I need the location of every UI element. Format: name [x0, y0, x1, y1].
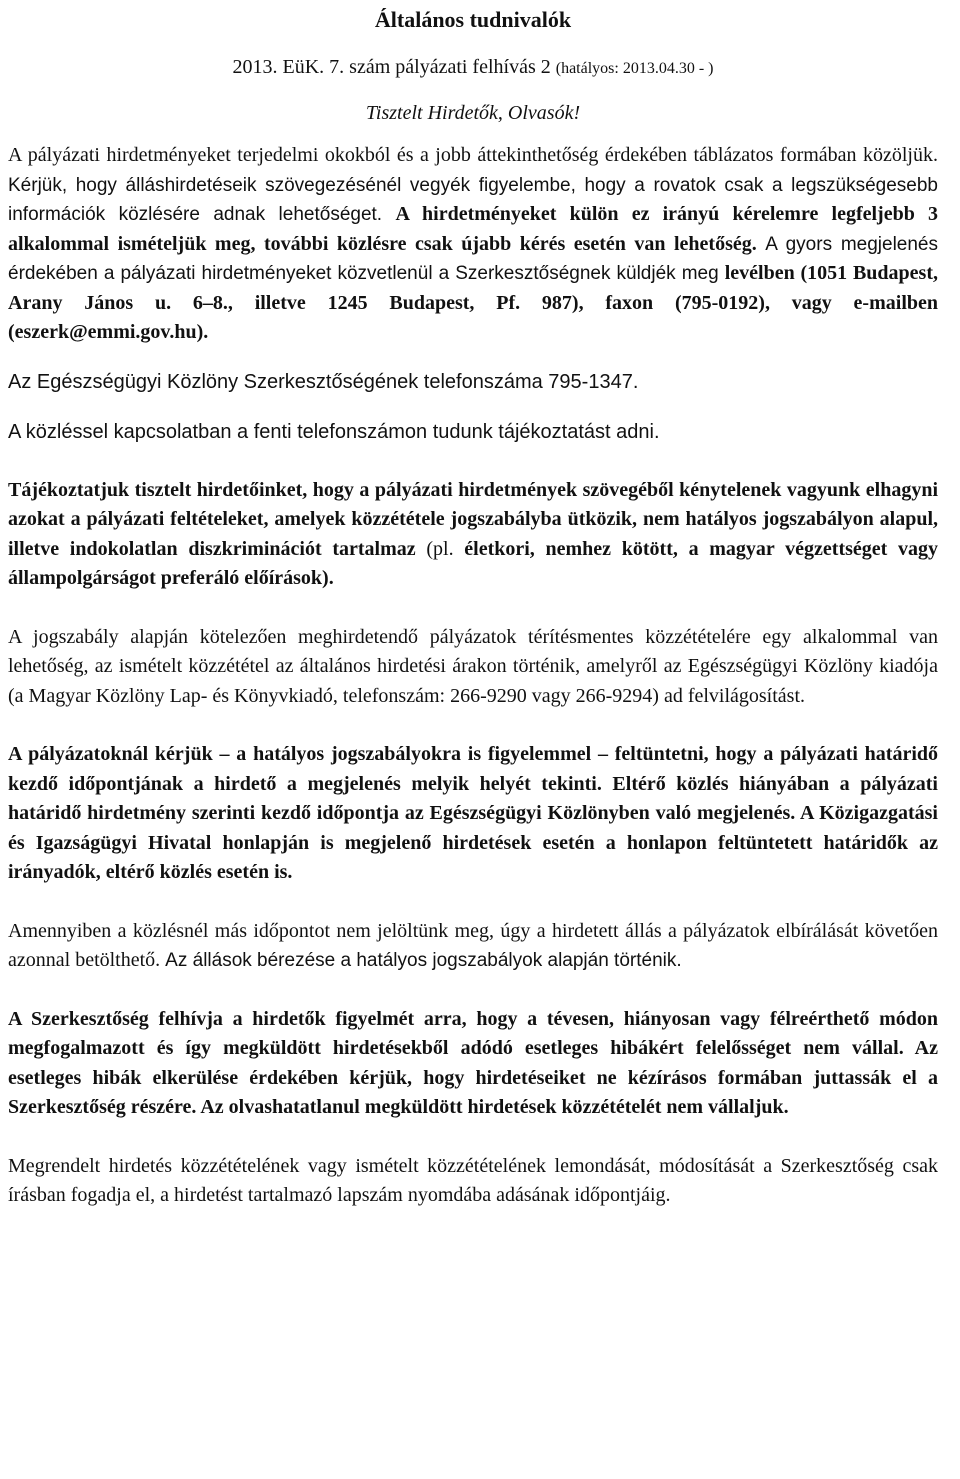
p1-sentence-1: A pályázati hirdetményeket terjedelmi okokból és a jobb áttekinthetőség érdekében táblázatos formában közöljük. [8, 144, 938, 166]
paragraph-free-publication: A jogszabály alapján kötelezően meghirdetendő pályázatok térítésmentes közzétételére egy alkalommal van lehetőség, az ismételt közzététel az általános hirdetési árakon történik, amelyről az Egészségügyi Közlöny kiadója (a Magyar Közlöny Lap- és Könyvkiadó, telefonszám: 266-9290 vagy 266-9294) ad felvilágosítást. [8, 625, 938, 707]
document-page [0, 6, 960, 1479]
issue-subtitle [8, 54, 938, 82]
p4-sentence-2: (pl. [426, 537, 465, 560]
paragraph-deadline: A pályázatoknál kérjük – a hatályos jogszabályokra is figyelemmel – feltüntetni, hogy a pályázati határidő kezdő időpontjának a hirdető a megjelenés melyik helyét tekinti. Eltérő közlés hiányában a pályázati határidő hirdetmény szerinti kezdő időpontja az Egészségügyi Közlönyben való megjelenés. A Közigazgatási és Igazságügyi Hivatal honlapján is megjelenő hirdetések esetén a honlapon feltüntetett határidők az irányadók, eltérő közlés esetén is. [8, 743, 938, 883]
p1-contact-info: levélben (1051 Budapest, Arany János u. 6–8., illetve 1245 Budapest, Pf. 987), faxon (795-0192), vagy e-mailben (eszerk@emmi.gov.hu). [8, 262, 938, 343]
paragraph-position-filling [8, 917, 938, 976]
issue-validity-note: (hatályos: 2013.04.30 - ) [555, 60, 714, 77]
paragraph-format-info [8, 141, 938, 348]
p1-sentence-2: Kérjük, hogy álláshirdetéseik szövegezésénél vegyék figyelembe, hogy a rovatok csak a legszükségesebb információk közlésére adnak lehetőséget. [8, 174, 938, 225]
p7-sentence-2: Az állások bérezése a hatályos jogszabályok alapján történik. [165, 950, 682, 971]
p7-sentence-1: Amennyiben a közlésnél más időpontot nem jelöltünk meg, úgy a hirdetett állás a pályázatok elbírálását követően azonnal betölthető. [8, 919, 938, 971]
paragraph-phone: Az Egészségügyi Közlöny Szerkesztőségének telefonszáma 795-1347. [8, 370, 639, 393]
p4-sentence-1: Tájékoztatjuk tisztelt hirdetőinket, hogy a pályázati hirdetmények szövegéből kénytelenek vagyunk elhagyni azokat a pályázati feltételeket, amelyek közzététele jogszabályba ütközik, nem hatályos jogszabályon alapul, illetve indokolatlan diszkriminációt tartalmaz [8, 478, 938, 560]
issue-subtitle-main: 2013. EüK. 7. szám pályázati felhívás 2 [232, 56, 556, 78]
p1-sentence-4: A gyors megjelenés érdekében a pályázati hirdetményeket közvetlenül a Szerkesztőségnek küldjék meg [8, 233, 938, 284]
page-title: Általános tudnivalók [374, 7, 572, 32]
p1-sentence-3: A hirdetményeket külön ez irányú kérelemre legfeljebb 3 alkalommal ismételjük meg, további közlésre csak újabb kérés esetén van lehetőség. [8, 203, 938, 255]
paragraph-info: A közléssel kapcsolatban a fenti telefonszámon tudunk tájékoztatást adni. [8, 421, 660, 443]
paragraph-liability: A Szerkesztőség felhívja a hirdetők figyelmét arra, hogy a tévesen, hiányosan vagy félreérthető módon megfogalmazott és így megküldött hirdetésekből adódó esetleges hibákért felelősséget nem vállal. Az esetleges hibák elkerülése érdekében kérjük, hogy hirdetéseiket ne kézírásos formában juttassák el a Szerkesztőség részére. Az olvashatatlanul megküldött hirdetések közzétételét nem vállaljuk. [8, 1007, 938, 1118]
paragraph-cancellation: Megrendelt hirdetés közzétételének vagy ismételt közzétételének lemondását, módosítását a Szerkesztőség csak írásban fogadja el, a hirdetést tartalmazó lapszám nyomdába adásának időpontjáig. [8, 1154, 938, 1206]
greeting: Tisztelt Hirdetők, Olvasók! [365, 102, 581, 124]
paragraph-discrimination-notice [8, 476, 938, 594]
p4-sentence-3: életkori, nemhez kötött, a magyar végzettséget vagy állampolgárságot preferáló előírások). [8, 537, 939, 589]
